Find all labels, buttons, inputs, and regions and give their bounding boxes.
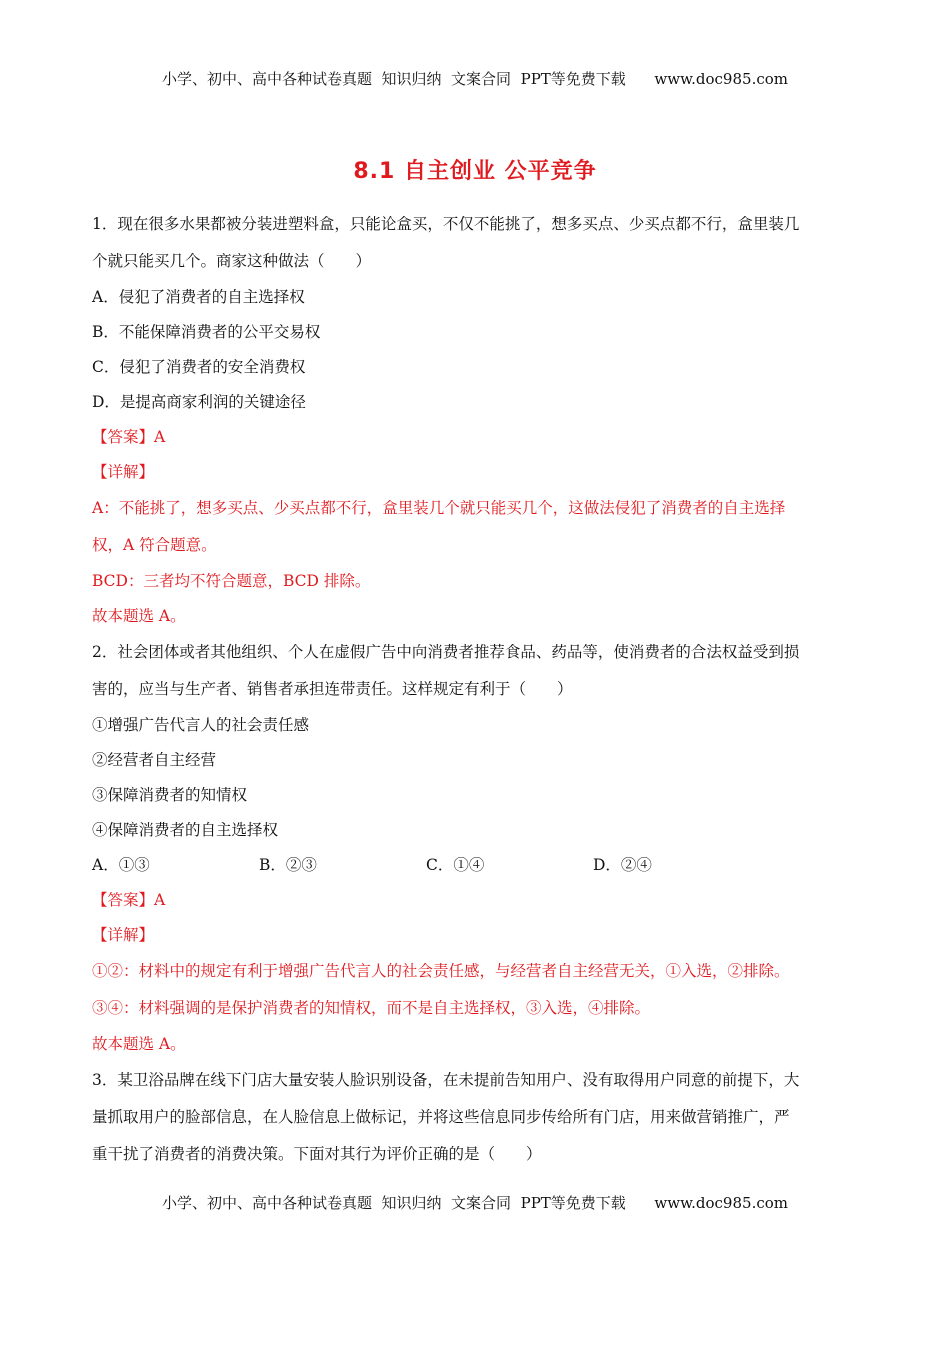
q1-answer <box>92 420 862 455</box>
page-header: 小学、初中、高中各种试卷真题 知识归纳 文案合同 PPT等免费下载 www.doc985.com <box>161 70 788 88</box>
q2-conclusion: 故本题选 A。 <box>92 1035 186 1053</box>
q1-stem-line-2: 个就只能买几个。商家这种做法（ ） <box>92 252 372 270</box>
q1-detail-line-2: 权，A 符合题意。 <box>92 536 217 554</box>
q1-option-d: D．是提高商家利润的关键途径 <box>92 393 306 411</box>
q2-option-c: C．①④ <box>426 856 485 874</box>
q1-option-b: B．不能保障消费者的公平交易权 <box>92 323 321 341</box>
q2-detail-line-1: ①②：材料中的规定有利于增强广告代言人的社会责任感，与经营者自主经营无关，①入选，②排除。 <box>92 962 790 980</box>
q2-options-row <box>92 848 862 883</box>
q2-detail-line-2: ③④：材料强调的是保护消费者的知情权，而不是自主选择权，③入选，④排除。 <box>92 999 651 1017</box>
q1-conclusion: 故本题选 A。 <box>92 607 186 625</box>
question-2 <box>92 634 862 1062</box>
page-footer: 小学、初中、高中各种试卷真题 知识归纳 文案合同 PPT等免费下载 www.doc985.com <box>161 1194 788 1212</box>
q3-stem-line-2: 量抓取用户的脸部信息，在人脸信息上做标记，并将这些信息同步传给所有门店，用来做营销推广，严 <box>92 1108 790 1126</box>
q1-detail-line-3: BCD：三者均不符合题意，BCD 排除。 <box>92 572 371 590</box>
q2-item-3: ③保障消费者的知情权 <box>92 786 248 804</box>
q2-detail-label: 【详解】 <box>92 926 155 944</box>
q1-detail-label: 【详解】 <box>92 463 155 481</box>
q2-answer-value: A <box>154 891 166 909</box>
q2-item-2: ②经营者自主经营 <box>92 751 217 769</box>
q2-answer-label: 【答案】 <box>92 891 155 909</box>
q2-option-d: D．②④ <box>593 856 652 874</box>
q3-stem-line-3: 重干扰了消费者的消费决策。下面对其行为评价正确的是（ ） <box>92 1145 542 1163</box>
q2-item-4: ④保障消费者的自主选择权 <box>92 821 279 839</box>
q2-item-1: ①增强广告代言人的社会责任感 <box>92 716 310 734</box>
q1-answer-value: A <box>154 428 166 446</box>
question-3 <box>92 1062 862 1173</box>
q1-detail-line-1: A：不能挑了，想多买点、少买点都不行，盒里装几个就只能买几个，这做法侵犯了消费者的自主选择 <box>92 499 786 517</box>
q1-option-c: C．侵犯了消费者的安全消费权 <box>92 358 306 376</box>
q2-option-a: A．①③ <box>92 856 150 874</box>
question-1 <box>92 206 862 634</box>
q1-stem-line-1: 1．现在很多水果都被分装进塑料盒，只能论盒买，不仅不能挑了，想多买点、少买点都不行，盒里装几 <box>92 215 800 233</box>
q1-option-a: A．侵犯了消费者的自主选择权 <box>92 288 305 306</box>
document-body <box>92 206 862 1173</box>
q1-answer-label: 【答案】 <box>92 428 155 446</box>
q2-option-b: B．②③ <box>259 856 317 874</box>
q2-stem-line-2: 害的，应当与生产者、销售者承担连带责任。这样规定有利于（ ） <box>92 680 573 698</box>
q3-stem-line-1: 3．某卫浴品牌在线下门店大量安装人脸识别设备，在未提前告知用户、没有取得用户同意的前提下，大 <box>92 1071 800 1089</box>
q2-answer <box>92 883 862 918</box>
q2-stem-line-1: 2．社会团体或者其他组织、个人在虚假广告中向消费者推荐食品、药品等，使消费者的合法权益受到损 <box>92 643 800 661</box>
page-title: 8.1 自主创业 公平竞争 <box>353 159 597 184</box>
